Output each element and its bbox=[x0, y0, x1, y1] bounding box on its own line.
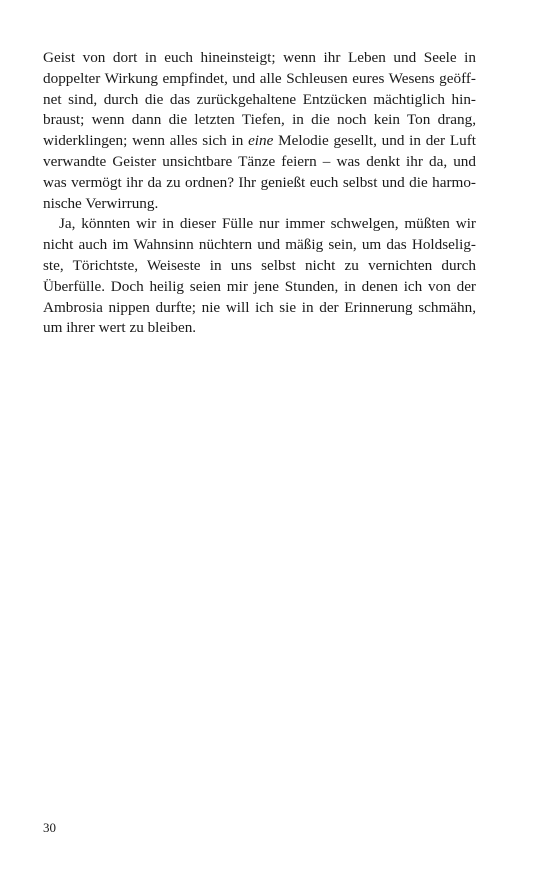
text-line: verwandte Geister unsichtbare Tänze feiern – was denkt ihr da, und bbox=[43, 152, 476, 170]
text-line: Geist von dort in euch hineinsteigt; wenn ihr Leben und Seele in bbox=[43, 49, 476, 66]
text-line: was vermögt ihr da zu ordnen? Ihr genießt euch selbst und die harmo- bbox=[43, 173, 476, 191]
text-line: nische Verwirrung. bbox=[43, 194, 159, 212]
text-line: doppelter Wirkung empfindet, und alle Schleusen eures Wesens geöff- bbox=[43, 69, 476, 87]
text-line: Ambrosia nippen durfte; nie will ich sie in der Erinnerung schmähn, bbox=[43, 298, 476, 316]
paragraph-1 bbox=[43, 48, 476, 214]
text-line: Überfülle. Doch heilig seien mir jene Stunden, in denen ich von der bbox=[43, 277, 476, 295]
text-line: net sind, durch die das zurückgehaltene Entzücken mächtiglich hin- bbox=[43, 90, 476, 108]
text-line: nicht auch im Wahnsinn nüchtern und mäßig sein, um das Holdselig- bbox=[43, 236, 476, 254]
text-line: ste, Törichtste, Weiseste in uns selbst nicht zu vernichten durch bbox=[43, 256, 476, 274]
page-number: 30 bbox=[43, 820, 56, 835]
emphasized-word: eine bbox=[248, 132, 274, 150]
paragraph-2 bbox=[43, 214, 476, 339]
text-line: um ihrer wert zu bleiben. bbox=[43, 319, 197, 337]
text-line bbox=[43, 131, 476, 152]
text-line: Ja, könnten wir in dieser Fülle nur immer schwelgen, müßten wir bbox=[59, 215, 476, 233]
text-segment: Melodie gesellt, und in der Luft bbox=[273, 132, 476, 150]
body-text bbox=[43, 48, 476, 339]
text-line: braust; wenn dann die letzten Tiefen, in die noch kein Ton drang, bbox=[43, 111, 476, 129]
text-segment: widerklingen; wenn alles sich in bbox=[43, 132, 249, 150]
